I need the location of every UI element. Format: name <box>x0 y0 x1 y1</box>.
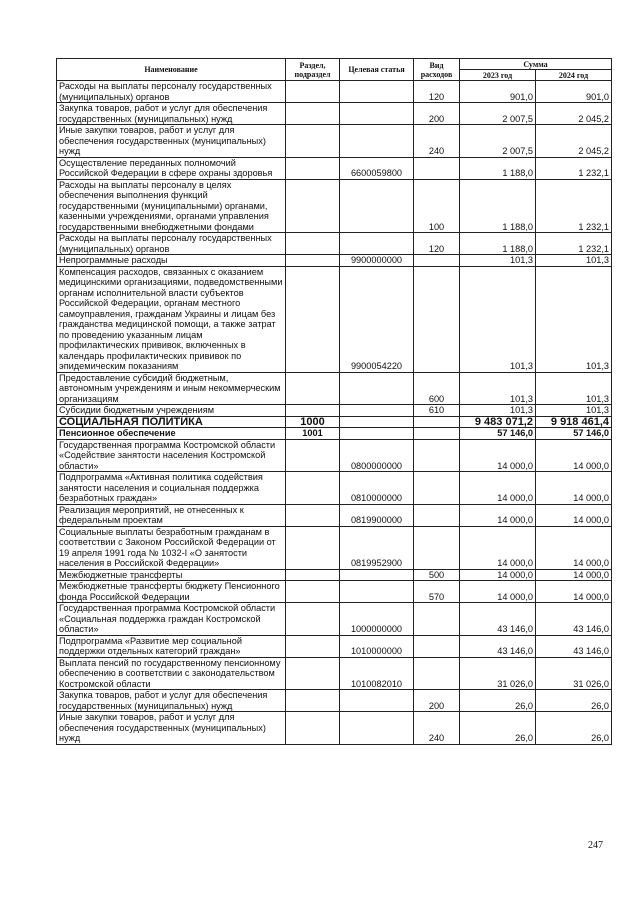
cell-section <box>286 266 340 372</box>
cell-type: 120 <box>414 233 460 255</box>
page-number: 247 <box>588 840 603 851</box>
cell-target <box>340 428 414 440</box>
cell-section <box>286 372 340 405</box>
cell-section <box>286 712 340 745</box>
table-row <box>57 157 612 179</box>
cell-2024: 14 000,0 <box>536 581 612 603</box>
cell-target <box>340 569 414 581</box>
cell-name: Закупка товаров, работ и услуг для обеспечения государственных (муниципальных) нужд <box>57 103 286 125</box>
cell-name: Расходы на выплаты персоналу государственных (муниципальных) органов <box>57 81 286 103</box>
cell-target <box>340 103 414 125</box>
cell-target <box>340 405 414 417</box>
cell-2024: 1 232,1 <box>536 233 612 255</box>
cell-2023: 1 188,0 <box>460 233 536 255</box>
cell-target: 9900054220 <box>340 266 414 372</box>
cell-2023: 1 188,0 <box>460 157 536 179</box>
cell-type: 610 <box>414 405 460 417</box>
cell-2024: 14 000,0 <box>536 569 612 581</box>
table-row <box>57 372 612 405</box>
cell-target <box>340 416 414 428</box>
cell-2024: 1 232,1 <box>536 179 612 233</box>
cell-type <box>414 439 460 472</box>
cell-target <box>340 233 414 255</box>
col-header-2024: 2024 год <box>536 70 612 81</box>
cell-target: 1010000000 <box>340 635 414 657</box>
cell-name: Пенсионное обеспечение <box>57 428 286 440</box>
cell-type <box>414 526 460 569</box>
cell-2024: 101,3 <box>536 405 612 417</box>
cell-type <box>414 603 460 636</box>
budget-table <box>56 58 612 745</box>
cell-2023: 31 026,0 <box>460 657 536 690</box>
cell-section <box>286 81 340 103</box>
cell-type <box>414 635 460 657</box>
cell-target: 6600059800 <box>340 157 414 179</box>
cell-2024: 26,0 <box>536 690 612 712</box>
table-row <box>57 179 612 233</box>
cell-section <box>286 255 340 267</box>
cell-target: 9900000000 <box>340 255 414 267</box>
cell-name: Субсидии бюджетным учреждениям <box>57 405 286 417</box>
table-row <box>57 472 612 505</box>
cell-section <box>286 526 340 569</box>
cell-name: Межбюджетные трансферты бюджету Пенсионного фонда Российской Федерации <box>57 581 286 603</box>
cell-type <box>414 472 460 505</box>
cell-name: Подпрограмма «Развитие мер социальной поддержки отдельных категорий граждан» <box>57 635 286 657</box>
cell-type: 200 <box>414 103 460 125</box>
table-row <box>57 603 612 636</box>
cell-2024: 26,0 <box>536 712 612 745</box>
cell-name: Предоставление субсидий бюджетным, автономным учреждениям и иным некоммерческим организациям <box>57 372 286 405</box>
cell-section <box>286 657 340 690</box>
header-row <box>57 59 612 70</box>
cell-section <box>286 125 340 158</box>
cell-target <box>340 581 414 603</box>
cell-type: 570 <box>414 581 460 603</box>
cell-name: СОЦИАЛЬНАЯ ПОЛИТИКА <box>57 416 286 428</box>
cell-target: 0819952900 <box>340 526 414 569</box>
table-row <box>57 233 612 255</box>
cell-target <box>340 372 414 405</box>
cell-type <box>414 657 460 690</box>
cell-section <box>286 103 340 125</box>
col-header-2023: 2023 год <box>460 70 536 81</box>
table-row <box>57 581 612 603</box>
cell-target <box>340 690 414 712</box>
cell-name: Государственная программа Костромской области «Содействие занятости населения Костромской области» <box>57 439 286 472</box>
cell-name: Социальные выплаты безработным гражданам в соответствии с Законом Российской Федерации от 19 апреля 1991 года № 1032-I «О занятости населения в Российской Федерации» <box>57 526 286 569</box>
cell-2024: 14 000,0 <box>536 526 612 569</box>
table-row <box>57 439 612 472</box>
cell-type: 120 <box>414 81 460 103</box>
cell-2024: 57 146,0 <box>536 428 612 440</box>
cell-2024: 31 026,0 <box>536 657 612 690</box>
table-row <box>57 569 612 581</box>
cell-target: 0810000000 <box>340 472 414 505</box>
cell-2023: 9 483 071,2 <box>460 416 536 428</box>
col-header-section: Раздел, подраздел <box>286 59 340 81</box>
cell-2023: 1 188,0 <box>460 179 536 233</box>
table-row <box>57 255 612 267</box>
cell-2023: 14 000,0 <box>460 569 536 581</box>
cell-2024: 43 146,0 <box>536 603 612 636</box>
cell-type: 200 <box>414 690 460 712</box>
cell-name: Расходы на выплаты персоналу государственных (муниципальных) органов <box>57 233 286 255</box>
cell-2023: 2 007,5 <box>460 103 536 125</box>
cell-section <box>286 504 340 526</box>
cell-target: 1000000000 <box>340 603 414 636</box>
cell-type <box>414 157 460 179</box>
cell-type <box>414 428 460 440</box>
cell-name: Иные закупки товаров, работ и услуг для обеспечения государственных (муниципальных) нужд <box>57 712 286 745</box>
cell-target <box>340 712 414 745</box>
cell-2023: 14 000,0 <box>460 526 536 569</box>
cell-2023: 26,0 <box>460 690 536 712</box>
cell-type <box>414 504 460 526</box>
table-row <box>57 635 612 657</box>
table-row <box>57 657 612 690</box>
cell-name: Расходы на выплаты персоналу в целях обеспечения выполнения функций государственными (муниципальными) органами, казенными учреждениями, органами управления государственными внебюджетными фондами <box>57 179 286 233</box>
cell-type: 600 <box>414 372 460 405</box>
table-row <box>57 125 612 158</box>
cell-type: 100 <box>414 179 460 233</box>
cell-2024: 901,0 <box>536 81 612 103</box>
cell-2023: 101,3 <box>460 372 536 405</box>
cell-section <box>286 157 340 179</box>
cell-section <box>286 581 340 603</box>
cell-2024: 1 232,1 <box>536 157 612 179</box>
cell-2024: 14 000,0 <box>536 504 612 526</box>
col-header-type: Вид расходов <box>414 59 460 81</box>
cell-name: Межбюджетные трансферты <box>57 569 286 581</box>
cell-type: 240 <box>414 712 460 745</box>
cell-2023: 101,3 <box>460 405 536 417</box>
cell-name: Иные закупки товаров, работ и услуг для обеспечения государственных (муниципальных) нужд <box>57 125 286 158</box>
cell-2024: 2 045,2 <box>536 125 612 158</box>
cell-section <box>286 635 340 657</box>
cell-target: 0800000000 <box>340 439 414 472</box>
table-row <box>57 416 612 428</box>
cell-name: Государственная программа Костромской области «Социальная поддержка граждан Костромской области» <box>57 603 286 636</box>
cell-name: Закупка товаров, работ и услуг для обеспечения государственных (муниципальных) нужд <box>57 690 286 712</box>
cell-section <box>286 439 340 472</box>
cell-name: Компенсация расходов, связанных с оказанием медицинскими организациями, подведомственными органам исполнительной власти субъектов Российской Федерации, органам местного самоуправления, гражданам Украины и лицам без гражданства медицинской помощи, а также затрат по проведению указанным лицам профилактических прививок, включенных в календарь профилактических прививок по эпидемическим показаниям <box>57 266 286 372</box>
cell-2023: 14 000,0 <box>460 581 536 603</box>
cell-2023: 101,3 <box>460 266 536 372</box>
table-row <box>57 405 612 417</box>
cell-2023: 2 007,5 <box>460 125 536 158</box>
table-row <box>57 526 612 569</box>
cell-section <box>286 179 340 233</box>
table-row <box>57 428 612 440</box>
cell-type <box>414 266 460 372</box>
cell-2023: 901,0 <box>460 81 536 103</box>
cell-2024: 14 000,0 <box>536 472 612 505</box>
cell-type <box>414 255 460 267</box>
cell-2023: 26,0 <box>460 712 536 745</box>
cell-type: 240 <box>414 125 460 158</box>
cell-section <box>286 603 340 636</box>
cell-target <box>340 81 414 103</box>
cell-2024: 14 000,0 <box>536 439 612 472</box>
table-row <box>57 690 612 712</box>
cell-section <box>286 233 340 255</box>
col-header-target: Целевая статья <box>340 59 414 81</box>
cell-section: 1000 <box>286 416 340 428</box>
cell-2023: 14 000,0 <box>460 439 536 472</box>
cell-2024: 2 045,2 <box>536 103 612 125</box>
table-row <box>57 81 612 103</box>
cell-target <box>340 179 414 233</box>
cell-2024: 101,3 <box>536 372 612 405</box>
cell-name: Подпрограмма «Активная политика содействия занятости населения и социальная поддержка безработных граждан» <box>57 472 286 505</box>
cell-2023: 43 146,0 <box>460 603 536 636</box>
cell-section: 1001 <box>286 428 340 440</box>
cell-section <box>286 690 340 712</box>
table-row <box>57 266 612 372</box>
cell-name: Осуществление переданных полномочий Российской Федерации в сфере охраны здоровья <box>57 157 286 179</box>
cell-type: 500 <box>414 569 460 581</box>
cell-2023: 43 146,0 <box>460 635 536 657</box>
cell-2024: 101,3 <box>536 255 612 267</box>
table-row <box>57 103 612 125</box>
cell-2023: 14 000,0 <box>460 504 536 526</box>
cell-name: Реализация мероприятий, не отнесенных к федеральным проектам <box>57 504 286 526</box>
cell-section <box>286 569 340 581</box>
cell-2023: 101,3 <box>460 255 536 267</box>
table-row <box>57 504 612 526</box>
cell-target: 0819900000 <box>340 504 414 526</box>
cell-2023: 14 000,0 <box>460 472 536 505</box>
cell-name: Непрограммные расходы <box>57 255 286 267</box>
table-row <box>57 712 612 745</box>
cell-2024: 43 146,0 <box>536 635 612 657</box>
col-header-sum: Сумма <box>460 59 612 70</box>
cell-2024: 9 918 461,4 <box>536 416 612 428</box>
cell-2023: 57 146,0 <box>460 428 536 440</box>
cell-section <box>286 472 340 505</box>
cell-type <box>414 416 460 428</box>
cell-2024: 101,3 <box>536 266 612 372</box>
col-header-name: Наименование <box>57 59 286 81</box>
cell-section <box>286 405 340 417</box>
cell-target: 1010082010 <box>340 657 414 690</box>
cell-name: Выплата пенсий по государственному пенсионному обеспечению в соответствии с законодательством Костромской области <box>57 657 286 690</box>
cell-target <box>340 125 414 158</box>
